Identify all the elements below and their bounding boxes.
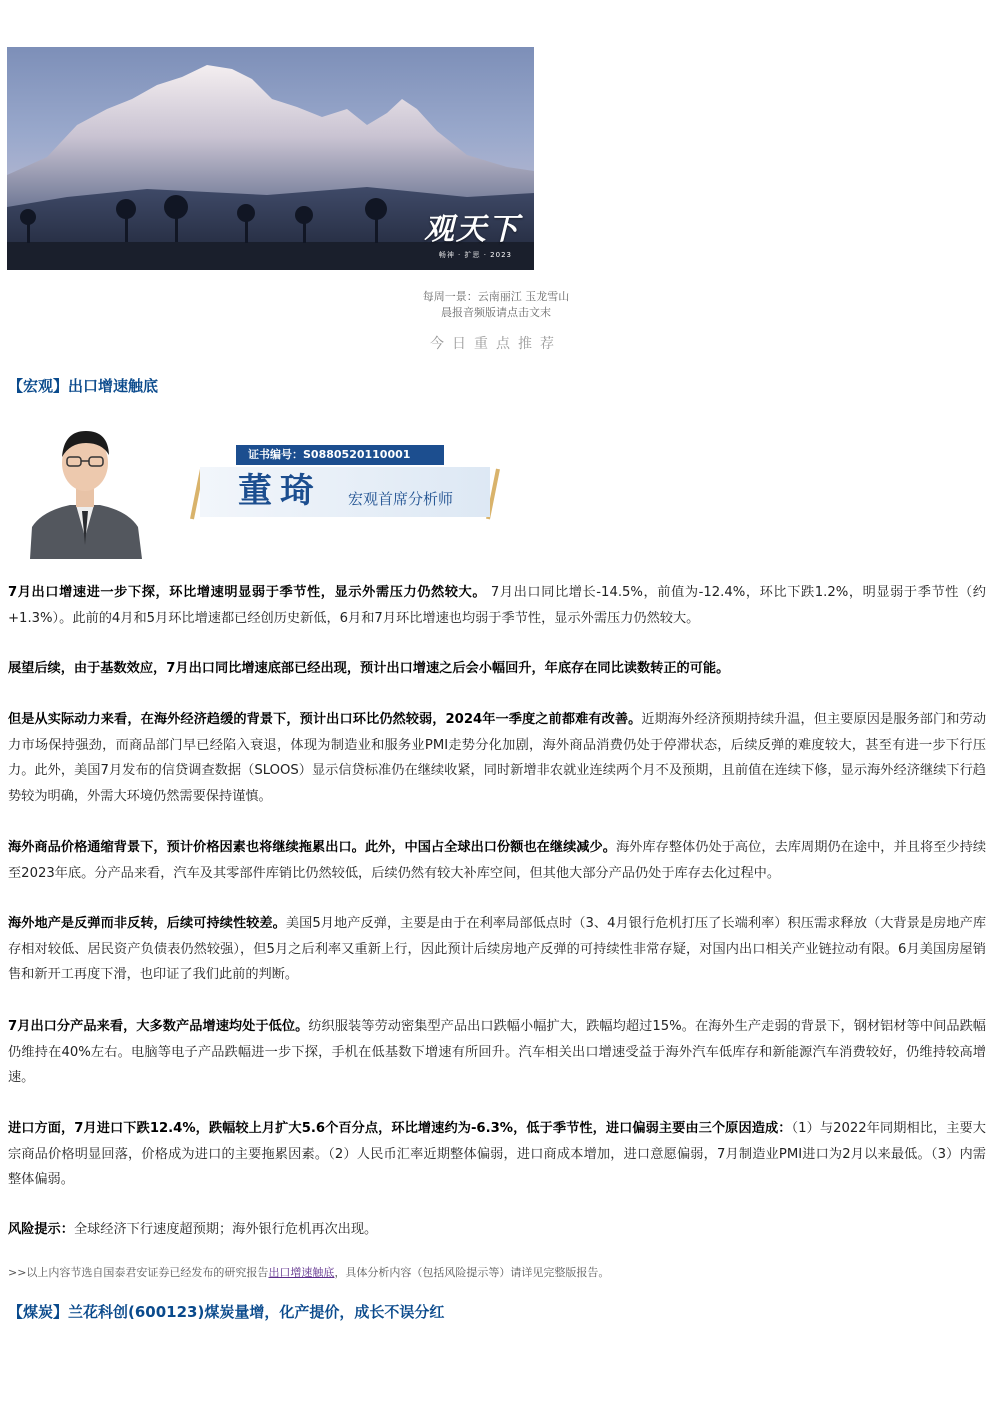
paragraph <box>8 835 986 886</box>
analyst-name: 董琦 <box>238 471 322 511</box>
source-note <box>8 1264 609 1280</box>
note-suffix: ，具体分析内容（包括风险提示等）请详见完整版报告。 <box>334 1266 610 1279</box>
paragraph <box>8 911 986 988</box>
paragraph-body: 近期海外经济预期持续升温，但主要原因是服务部门和劳动力市场保持强劲，而商品部门早已经陷入衰退，体现为制造业和服务业PMI走势分化加剧，海外商品消费仍处于停滞状态，后续反弹的难度较大，甚至有进一步下行压力。此外，美国7月发布的信贷调查数据（SLOOS）显示信贷标准仍在继续收紧，同时新增非农就业连续两个月不及预期，且前值在连续下修，显示海外经济继续下行趋势较为明确，外需大环境仍然需要保持谨慎。 <box>8 712 987 805</box>
paragraph <box>8 707 986 810</box>
paragraph-lead: 7月出口分产品来看，大多数产品增速均处于低位。 <box>8 1019 309 1034</box>
paragraph-body: 纺织服装等劳动密集型产品出口跌幅小幅扩大，跌幅均超过15%。在海外生产走弱的背景下，钢材铝材等中间品跌幅仍维持在40%左右。电脑等电子产品跌幅进一步下探，手机在低基数下增速有所回升。汽车相关出口增速受益于海外汽车低库存和新能源汽车消费较好，仍维持较高增速。 <box>8 1019 986 1086</box>
brand-subtitle: 畅神 · 扩思 · 2023 <box>438 251 512 259</box>
paragraph-body: （1）与2022年同期相比，主要大宗商品价格明显回落，价格成为进口的主要拖累因素。（2）人民币汇率近期整体偏弱，进口商成本增加，进口意愿偏弱，7月制造业PMI进口为2月以来最低。（3）内需整体偏弱。 <box>8 1121 986 1188</box>
brand-logo: 观天下 <box>424 212 520 247</box>
paragraph-body: 美国5月地产反弹，主要是由于在利率局部低点时（3、4月银行危机打压了长端利率）积压需求释放（大背景是房地产库存相对较低、居民资产负债表仍然较强），但5月之后利率又重新上行，因此预计后续房地产反弹的可持续性非常存疑，对国内出口相关产业链拉动有限。6月美国房屋销售和新开工再度下滑，也印证了我们此前的判断。 <box>8 916 987 983</box>
section-title-coal[interactable]: 【煤炭】兰花科创(600123)煤炭量增，化产提价，成长不误分红 <box>8 1303 445 1321</box>
audio-hint: 晨报音频版请点击文末 <box>441 306 551 319</box>
note-prefix: >>以上内容节选自国泰君安证券已经发布的研究报告 <box>8 1266 269 1279</box>
paragraph-body: 全球经济下行速度超预期；海外银行危机再次出现。 <box>73 1222 378 1237</box>
paragraph-lead: 海外商品价格通缩背景下，预计价格因素也将继续拖累出口。此外，中国占全球出口份额也在继续减少。 <box>8 840 616 855</box>
risk-paragraph <box>8 1217 986 1243</box>
image-caption: 每周一景：云南丽江 玉龙雪山 <box>422 290 570 303</box>
hero-image <box>7 47 534 270</box>
paragraph-lead: 风险提示： <box>8 1222 74 1237</box>
analyst-role: 宏观首席分析师 <box>348 490 454 508</box>
certificate-number: 证书编号：S0880520110001 <box>236 445 444 465</box>
paragraph-body: 海外库存整体仍处于高位，去库周期仍在途中，并且将至少持续至2023年底。分产品来看，汽车及其零部件库销比仍然较低，后续仍然有较大补库空间，但其他大部分产品仍处于库存去化过程中。 <box>8 840 987 881</box>
paragraph-lead: 7月出口增速进一步下探，环比增速明显弱于季节性，显示外需压力仍然较大。 <box>8 585 487 600</box>
paragraph-lead: 海外地产是反弹而非反转，后续可持续性较差。 <box>8 916 286 931</box>
section-title-macro[interactable]: 【宏观】出口增速触底 <box>8 377 159 395</box>
paragraph <box>8 1116 986 1193</box>
report-link[interactable]: 出口增速触底 <box>268 1266 335 1279</box>
section-heading: 今日重点推荐 <box>430 336 562 352</box>
paragraph-body: 7月出口同比增长-14.5%，前值为-12.4%，环比下跌1.2%，明显弱于季节性（约+1.3%）。此前的4月和5月环比增速都已经创历史新低，6月和7月环比增速也均弱于季节性，显示外需压力仍然较大。 <box>8 585 986 626</box>
analyst-card <box>20 417 500 559</box>
paragraph <box>8 656 986 682</box>
paragraph <box>8 1014 986 1091</box>
paragraph-lead: 但是从实际动力来看，在海外经济趋缓的背景下，预计出口环比仍然较弱，2024年一季度之前都难有改善。 <box>8 712 642 727</box>
paragraph-lead: 进口方面，7月进口下跌12.4%，跌幅较上月扩大5.6个百分点，环比增速约为-6.3%，低于季节性，进口偏弱主要由三个原因造成： <box>8 1121 792 1136</box>
analyst-avatar <box>20 417 150 559</box>
paragraph-lead: 展望后续，由于基数效应，7月出口同比增速底部已经出现，预计出口增速之后会小幅回升，年底存在同比读数转正的可能。 <box>8 661 730 676</box>
paragraph <box>8 580 986 631</box>
